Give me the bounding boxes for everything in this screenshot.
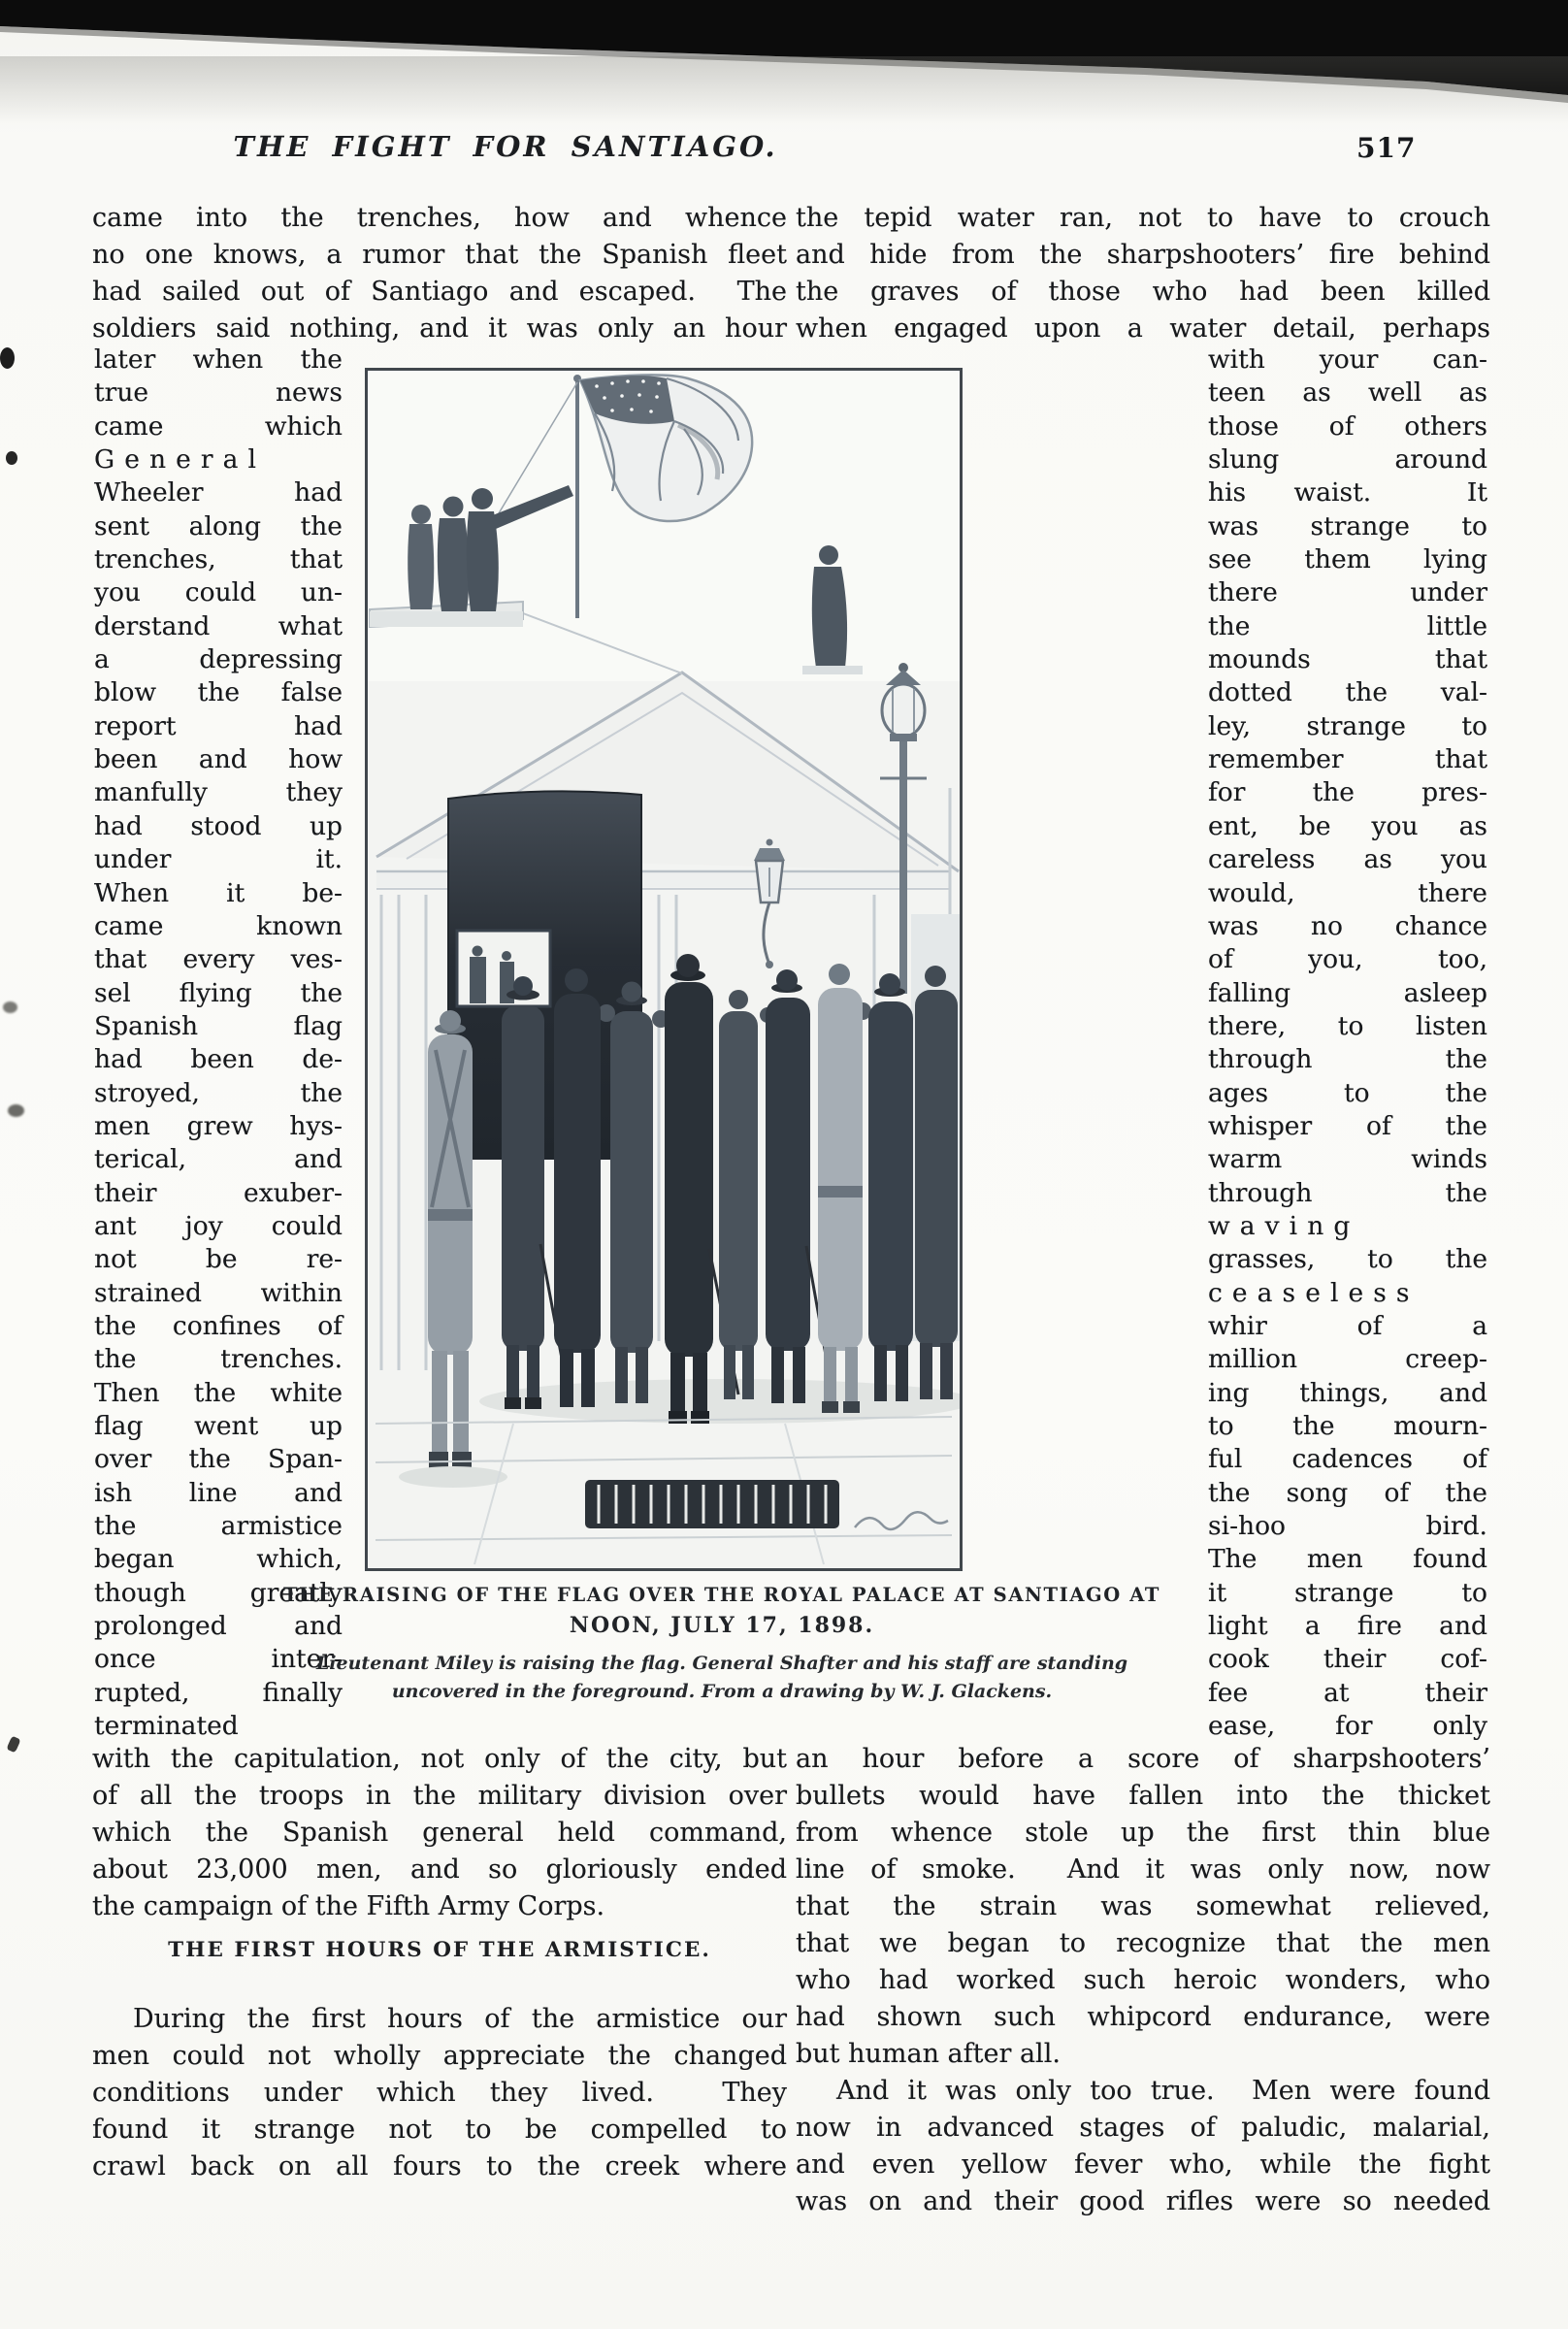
text-line: derstand what [94,610,343,641]
text-line: men could not wholly appreciate the changed [92,2041,787,2071]
text-line: sent along the [94,510,343,541]
text-line: During the first hours of the armistice our [133,2004,787,2034]
text-line: blow the false [94,677,343,708]
text-line: not be re- [94,1244,343,1275]
figure-illustration [365,368,963,1571]
text-line: see them lying [1208,544,1487,575]
text-line: been and how [94,744,343,775]
text-line: found it strange not to be compelled to [92,2115,787,2145]
text-line: but human after all. [796,2039,1061,2069]
scan-speck [6,451,17,465]
text-line: conditions under which they lived. They [92,2078,787,2108]
text-line: now in advanced stages of paludic, malarial, [796,2113,1490,2143]
caption-note [245,1650,1199,1706]
text-line: an hour before a score of sharpshooters’ [796,1744,1490,1774]
text-line: trenches, that [94,544,343,575]
text-line: of all the troops in the military division over [92,1781,787,1811]
text-line: his waist. It [1208,477,1487,508]
text-line: had been de- [94,1044,343,1075]
text-line: slung around [1208,444,1487,476]
scan-speck [3,1001,17,1013]
text-line: with your can- [1208,344,1487,375]
text-line: and even yellow fever who, while the fight [796,2149,1490,2180]
text-line: Then the white [94,1377,343,1408]
text-line: grasses, to the [1208,1244,1487,1275]
text-line: report had [94,710,343,741]
text-line: the campaign of the Fifth Army Corps. [92,1891,605,1921]
text-line: And it was only too true. Men were found [836,2076,1490,2106]
top-right-column [796,200,1490,347]
text-line: that the strain was somewhat relieved, [796,1891,1490,1921]
text-line: bullets would have fallen into the thicket [796,1781,1490,1811]
text-line: was on and their good rifles were so needed [796,2186,1490,2216]
text-line: came known [94,910,343,941]
text-line: had shown such whipcord endurance, were [796,2002,1490,2032]
text-line: remember that [1208,744,1487,775]
text-line: had stood up [94,810,343,841]
text-line: when engaged upon a water detail, perhaps [796,313,1490,344]
text-line: ages to the [1208,1077,1487,1108]
text-line: the confines of [94,1310,343,1341]
text-line: there under [1208,577,1487,608]
text-line: had sailed out of Santiago and escaped. The [92,277,787,307]
text-line: strained within [94,1277,343,1308]
text-line: terical, and [94,1144,343,1175]
text-line: began which, [94,1544,343,1575]
text-line: flag went up [94,1411,343,1441]
text-line: When it be- [94,877,343,908]
caption-note-line2: uncovered in the foreground. From a drawing by W. J. Glackens. [391,1681,1053,1702]
text-line: with the capitulation, not only of the city, but [92,1744,787,1774]
text-line: soldiers said nothing, and it was only an hour [92,313,787,344]
bottom-right-paragraph-2 [796,2073,1490,2220]
top-left-column [92,200,787,347]
text-line: was no chance [1208,910,1487,941]
text-line: the tepid water ran, not to have to crouch [796,203,1490,233]
pavement-grate [585,1480,839,1528]
text-line: si-hoo bird. [1208,1511,1487,1542]
running-head-title: THE FIGHT FOR SANTIAGO. [233,130,778,163]
narrow-left-column [94,344,343,1743]
text-line: later when the [94,344,343,375]
text-line: whisper of the [1208,1110,1487,1141]
text-line: the song of the [1208,1477,1487,1508]
text-line: which the Spanish general held command, [92,1818,787,1848]
text-line: light a fire and [1208,1611,1487,1642]
text-line: million creep- [1208,1344,1487,1375]
text-line: for the pres- [1208,777,1487,808]
text-line: whir of a [1208,1310,1487,1341]
text-line: the armistice [94,1511,343,1542]
text-line: stroyed, the [94,1077,343,1108]
text-line: line of smoke. And it was only now, now [796,1854,1490,1885]
text-line: careless as you [1208,844,1487,875]
text-line: teen as well as [1208,377,1487,409]
text-line: men grew hys- [94,1110,343,1141]
text-line: you could un- [94,577,343,608]
text-line: dotted the val- [1208,677,1487,708]
figure-caption [245,1584,1199,1706]
bottom-left-paragraph-1 [92,1741,787,1925]
text-line: sel flying the [94,977,343,1008]
text-line: would, there [1208,877,1487,908]
text-line: came into the trenches, how and whence [92,203,787,233]
narrow-right-column [1208,344,1487,1743]
text-line: General [94,444,267,476]
text-line: warm winds [1208,1144,1487,1175]
text-line: ley, strange to [1208,710,1487,741]
caption-title-line1: THE RAISING OF THE FLAG OVER THE ROYAL PALACE AT SANTIAGO AT [282,1584,1161,1606]
text-line: prolonged and [94,1611,343,1642]
caption-title-line2: NOON, JULY 17, 1898. [569,1613,875,1638]
text-line: ceaseless [1208,1277,1420,1308]
text-line: ful cadences of [1208,1444,1487,1475]
text-line: ent, be you as [1208,810,1487,841]
text-line: it strange to [1208,1577,1487,1608]
text-line: of you, too, [1208,944,1487,975]
text-line: mounds that [1208,644,1487,675]
text-line: over the Span- [94,1444,343,1475]
text-line: fee at their [1208,1677,1487,1708]
text-line: under it. [94,844,343,875]
section-heading: THE FIRST HOURS OF THE ARMISTICE. [168,1938,711,1962]
text-line: about 23,000 men, and so gloriously ended [92,1854,787,1885]
text-line: though greatly [94,1577,343,1608]
text-line: their exuber- [94,1177,343,1208]
text-line: true news [94,377,343,409]
scan-speck [8,1104,24,1117]
text-line: Spanish flag [94,1010,343,1041]
page-number: 517 [1356,132,1417,164]
text-line: waving [1208,1210,1360,1241]
text-line: that we began to recognize that the men [796,1928,1490,1958]
text-line: and hide from the sharpshooters’ fire behind [796,240,1490,270]
text-line: came which [94,410,343,442]
text-line: cook their cof- [1208,1644,1487,1675]
scan-speck [0,347,15,369]
text-line: there, to listen [1208,1010,1487,1041]
scan-speck [6,1736,20,1754]
text-line: Wheeler had [94,477,343,508]
text-line: the little [1208,610,1487,641]
text-line: no one knows, a rumor that the Spanish fleet [92,240,787,270]
text-line: ant joy could [94,1210,343,1241]
text-line: who had worked such heroic wonders, who [796,1965,1490,1995]
text-line: through the [1208,1044,1487,1075]
text-line: crawl back on all fours to the creek where [92,2151,787,2181]
text-line: to the mourn- [1208,1411,1487,1441]
text-line: those of others [1208,410,1487,442]
text-line: through the [1208,1177,1487,1208]
text-line: The men found [1208,1544,1487,1575]
bottom-left-paragraph-2 [92,2001,787,2185]
text-line: once inter- [94,1644,343,1675]
text-line: a depressing [94,644,343,675]
text-line: terminated [94,1711,239,1742]
bottom-right-paragraph-1 [796,1741,1490,2073]
text-line: ing things, and [1208,1377,1487,1408]
text-line: ish line and [94,1477,343,1508]
text-line: rupted, finally [94,1677,343,1708]
caption-note-line1: Lieutenant Miley is raising the flag. General Shafter and his staff are standing [315,1653,1128,1674]
text-line: was strange to [1208,510,1487,541]
text-line: falling asleep [1208,977,1487,1008]
text-line: the trenches. [94,1344,343,1375]
text-line: from whence stole up the first thin blue [796,1818,1490,1848]
text-line: that every ves- [94,944,343,975]
scan-shadow [0,56,1568,124]
illustration-svg [368,371,960,1568]
text-line: manfully they [94,777,343,808]
text-line: the graves of those who had been killed [796,277,1490,307]
text-line: ease, for only [1208,1711,1487,1742]
